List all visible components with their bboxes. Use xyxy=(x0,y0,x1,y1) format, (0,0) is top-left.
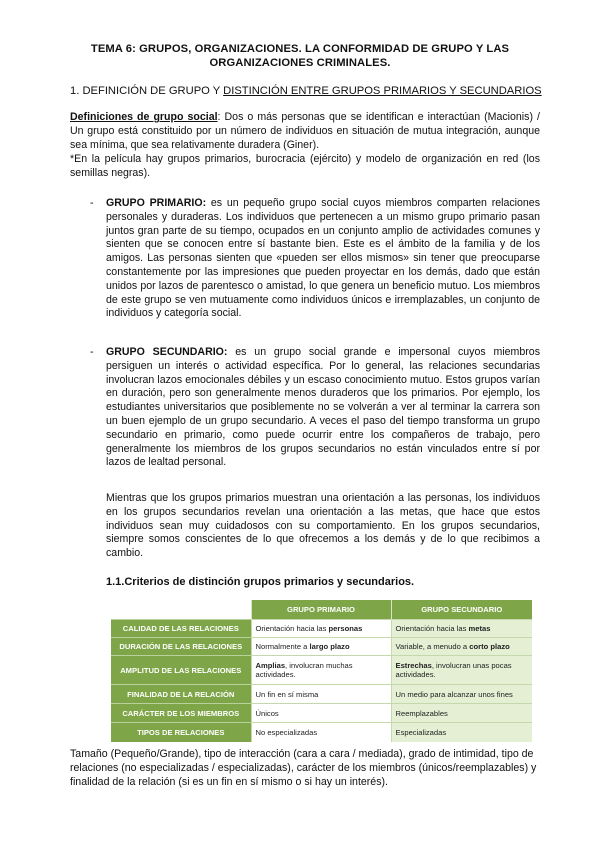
film-note: *En la película hay grupos primarios, burocracia (ejército) y modelo de organización en red (los semillas negras). xyxy=(70,153,540,179)
secondary-cell xyxy=(391,620,532,638)
cell-text: , involucran unas pocas actividades. xyxy=(395,661,512,679)
primary-cell xyxy=(251,656,391,685)
cell-bold: Estrechas xyxy=(395,661,432,670)
table-row xyxy=(111,620,532,638)
row-label: DURACIÓN DE LAS RELACIONES xyxy=(111,638,251,656)
table-header-row xyxy=(111,600,532,620)
definition-text: : Dos o más personas que se identifican e interactúan (Macionis) / Un grupo está constituido por un número de individuos en situación de mutua integración, aunque sea mínima, que sea relativamente duradera (Giner). xyxy=(70,111,540,151)
secondary-cell xyxy=(391,656,532,685)
header-primary: GRUPO PRIMARIO xyxy=(251,600,391,620)
section-heading-underlined: DISTINCIÓN ENTRE GRUPOS PRIMARIOS Y SECUNDARIOS xyxy=(223,85,542,97)
row-label: FINALIDAD DE LA RELACIÓN xyxy=(111,685,251,704)
summary-paragraph: Tamaño (Pequeño/Grande), tipo de interacción (cara a cara / mediada), grado de intimidad, tipo de relaciones (no especializadas / especializadas), carácter de los miembros (únicos/reemplazables) y finalidad de la relación (si es un fin en sí mismo o si hay un interés). xyxy=(70,748,537,788)
primary-cell xyxy=(251,638,391,656)
bullet-marker: - xyxy=(90,346,94,358)
section-heading xyxy=(70,84,542,98)
primary-group-text: es un pequeño grupo social cuyos miembros comparten relaciones personales y duraderas. Los individuos que pertenecen a un mismo grupo primario pasan juntos gran parte de su tiempo, ocupados en un conjunto amplio de actividades comunes y sienten que se conocen entre sí bastante bien. Este es el ámbito de la familia y de los amigos. Las personas sienten que «pueden ser ellos mismos» sin tener que preocuparse constantemente por las impresiones que pueden proyectar en los demás, dado que están unidos por lazos de parentesco o amistad, lo que genera un beneficio mutuo. Los miembros de este grupo se ven mutuamente como individuos únicos e irremplazables, un conjunto de individuos y categoría social. xyxy=(106,197,540,320)
cell-text: Un medio para alcanzar unos fines xyxy=(395,689,513,699)
cell-bold: personas xyxy=(328,624,363,633)
row-label: CALIDAD DE LAS RELACIONES xyxy=(111,620,251,638)
orientation-paragraph: Mientras que los grupos primarios muestran una orientación a las personas, los individuos en los grupos secundarios revelan una orientación a las metas, que hace que estos individuos sean muy cuidadosos con su comportamiento. En los grupos secundarios, siempre somos conscientes de lo que ofrecemos a los demás y de lo que recibimos a cambio. xyxy=(106,492,540,560)
bullet-marker: - xyxy=(90,197,94,209)
cell-bold: largo plazo xyxy=(309,642,350,651)
table-row xyxy=(111,656,532,685)
row-label: CARÁCTER DE LOS MIEMBROS xyxy=(111,704,251,723)
section-heading-prefix: 1. DEFINICIÓN DE GRUPO Y xyxy=(70,85,224,97)
primary-group-label: GRUPO PRIMARIO: xyxy=(106,197,207,209)
cell-text: Reemplazables xyxy=(395,708,448,718)
row-label: TIPOS DE RELACIONES xyxy=(111,723,251,742)
cell-text: Normalmente a xyxy=(255,642,310,651)
cell-text: Especializadas xyxy=(395,727,447,737)
secondary-group-text: es un grupo social grande e impersonal cuyos miembros persiguen un interés o actividad específica. Por lo general, las relaciones secundarias involucran lazos emocionales débiles y un escaso conocimiento mutuo. Estos grupos varían en duración, pero son generalmente menos duraderos que los primarios. Por ejemplo, los estudiantes universitarios que posiblemente no se volverán a ver al terminar la carrera son un buen ejemplo de un grupo secundario. A veces el paso del tiempo transforma un grupo secundario en primario, como puede ocurrir entre los compañeros de trabajo, pero generalmente los miembros de los grupos secundarios no están vinculados entre sí por lazos de lealtad personal. xyxy=(106,346,540,469)
secondary-cell xyxy=(391,638,532,656)
table-row xyxy=(111,723,532,742)
primary-cell xyxy=(251,723,391,742)
secondary-group-label: GRUPO SECUNDARIO: xyxy=(106,346,228,358)
definition-paragraph xyxy=(70,111,540,152)
table-row xyxy=(111,685,532,704)
criteria-table xyxy=(111,600,532,742)
cell-text: Un fin en sí misma xyxy=(255,689,319,699)
cell-text: , involucran muchas actividades. xyxy=(255,661,353,679)
cell-bold: corto plazo xyxy=(469,642,510,651)
page-title: TEMA 6: GRUPOS, ORGANIZACIONES. LA CONFORMIDAD DE GRUPO Y LAS ORGANIZACIONES CRIMINALES. xyxy=(90,43,510,69)
cell-text: Orientación hacia las xyxy=(395,624,469,633)
secondary-cell xyxy=(391,704,532,723)
cell-text: No especializadas xyxy=(255,727,318,737)
cell-text: Únicos xyxy=(255,708,279,718)
primary-group-paragraph xyxy=(106,197,540,321)
cell-text: Variable, a menudo a xyxy=(395,642,470,651)
table-row xyxy=(111,638,532,656)
cell-bold: metas xyxy=(468,624,491,633)
secondary-cell xyxy=(391,685,532,704)
header-secondary: GRUPO SECUNDARIO xyxy=(391,600,532,620)
primary-cell xyxy=(251,620,391,638)
secondary-group-paragraph xyxy=(106,346,540,470)
primary-cell xyxy=(251,704,391,723)
subsection-heading: 1.1.Criterios de distinción grupos primarios y secundarios. xyxy=(106,576,415,588)
row-label: AMPLITUD DE LAS RELACIONES xyxy=(111,656,251,685)
cell-bold: Amplias xyxy=(255,661,286,670)
definition-label: Definiciones de grupo social xyxy=(70,111,218,123)
primary-cell xyxy=(251,685,391,704)
table-row xyxy=(111,704,532,723)
cell-text: Orientación hacia las xyxy=(255,624,329,633)
secondary-cell xyxy=(391,723,532,742)
table-corner xyxy=(111,600,251,620)
